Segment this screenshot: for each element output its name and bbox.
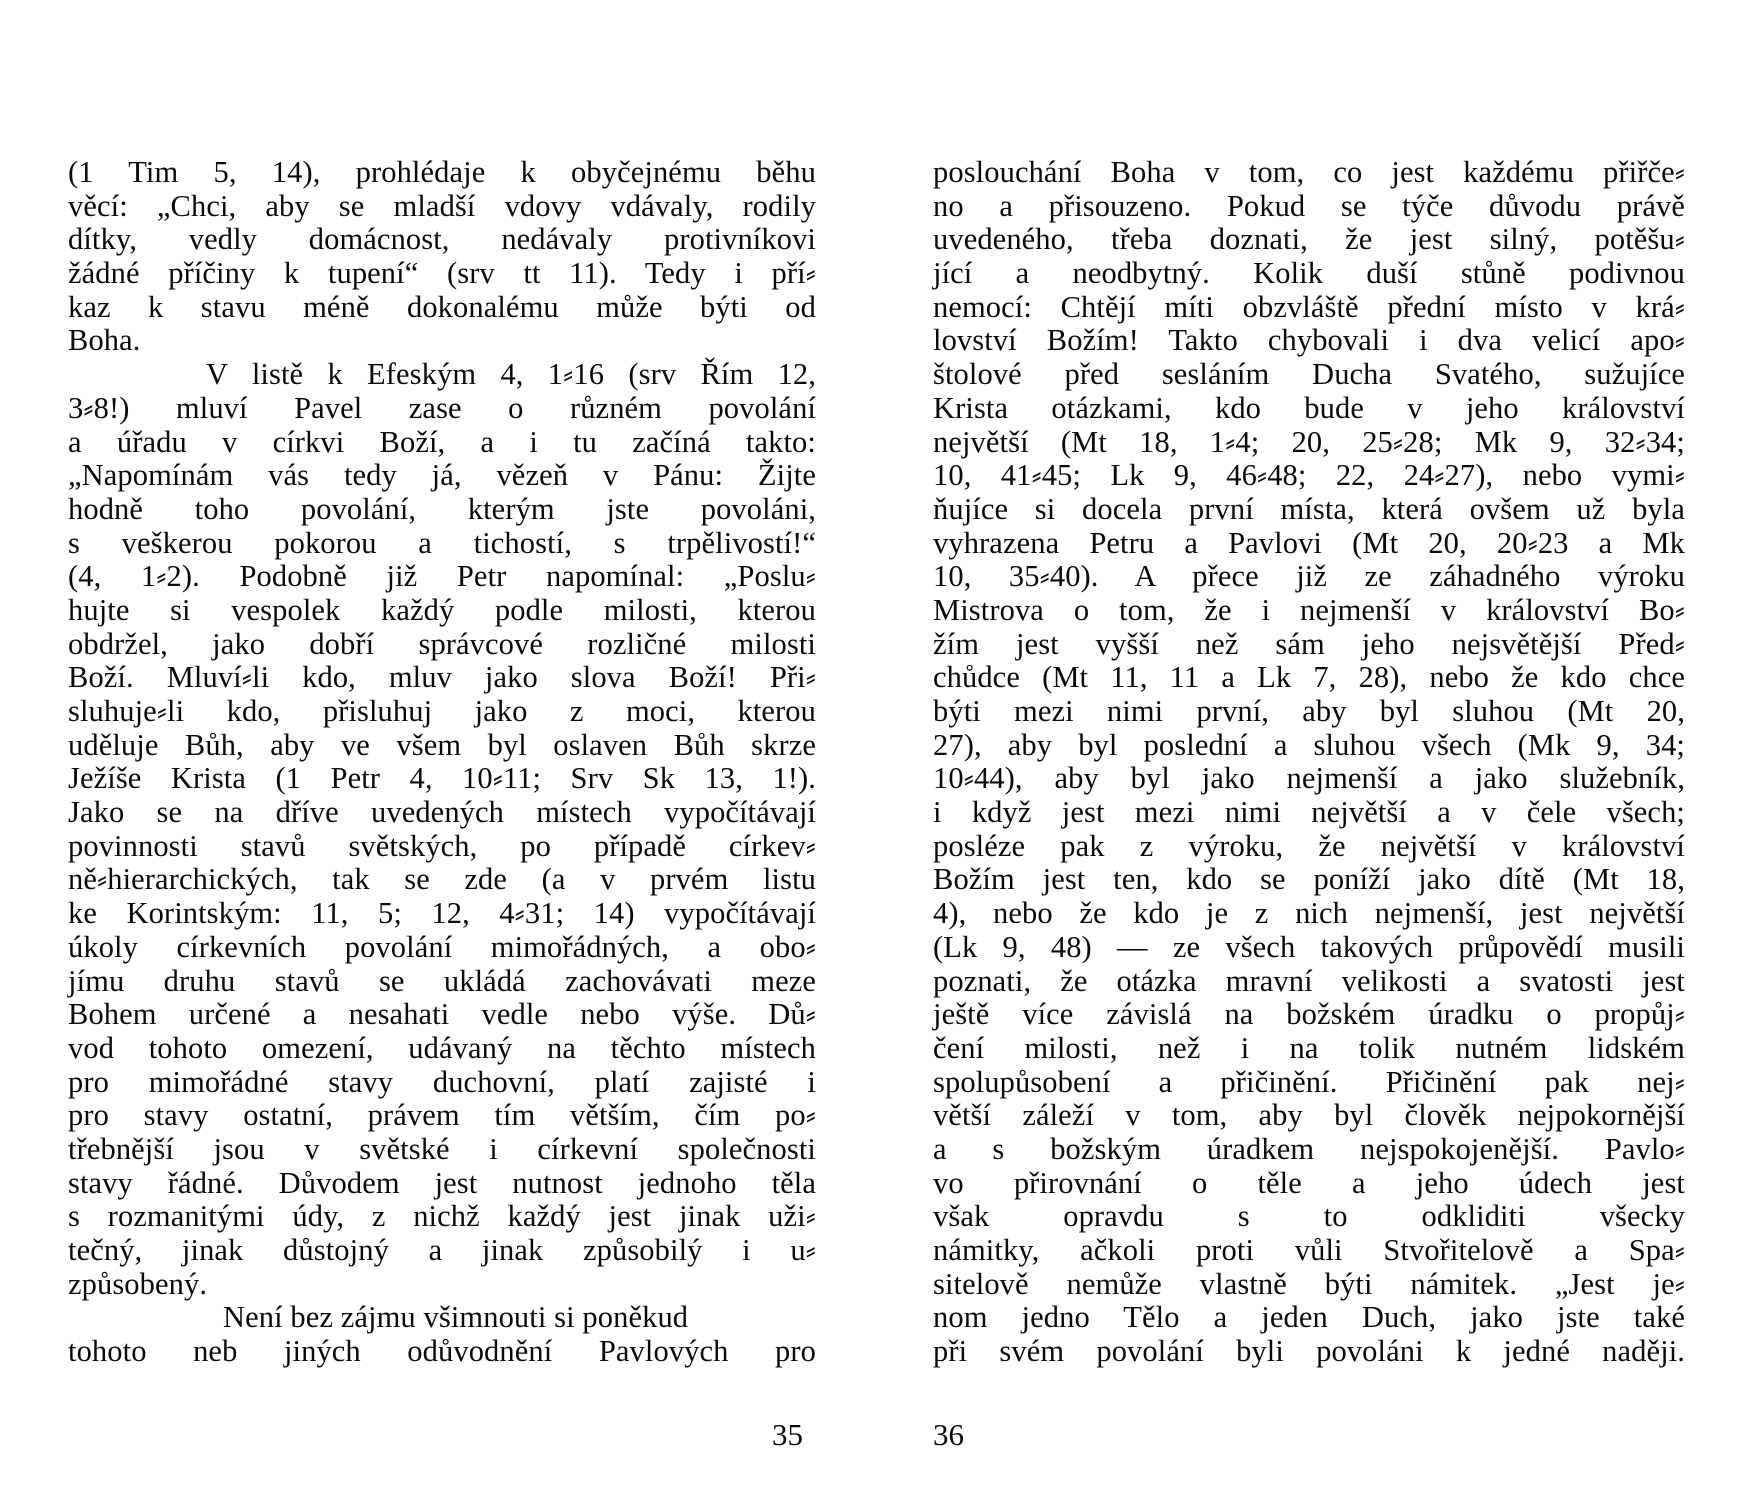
text-line: ňujíce si docela první místa, která ovšem už byla <box>933 491 1685 526</box>
text-line: větší záleží v tom, aby byl člověk nejpokornější <box>933 1098 1685 1133</box>
text-line: nom jedno Tělo a jeden Duch, jako jste také <box>933 1300 1685 1335</box>
text-line: stavy řádné. Důvodem jest nutnost jednoho těla <box>68 1165 816 1200</box>
text-line: největší (Mt 18, 1⸗4; 20, 25⸗28; Mk 9, 32⸗34; <box>933 424 1685 459</box>
left-page-text-column <box>68 156 816 1369</box>
text-line: žádné příčiny k tupení“ (srv tt 11). Tedy i pří⸗ <box>68 256 816 291</box>
text-line: 10⸗44), aby byl jako nejmenší a jako služebník, <box>933 761 1685 796</box>
text-line: Božím jest ten, kdo se poníží jako dítě (Mt 18, <box>933 862 1685 897</box>
text-line: čení milosti, než i na tolik nutném lidském <box>933 1030 1685 1065</box>
text-line: poznati, že otázka mravní velikosti a svatosti jest <box>933 963 1685 998</box>
text-line: poslouchání Boha v tom, co jest každému přiřče⸗ <box>933 155 1685 189</box>
text-line: však opravdu s to odkliditi všecky <box>933 1199 1685 1234</box>
text-line: (4, 1⸗2). Podobně již Petr napomínal: „Poslu⸗ <box>68 559 816 594</box>
text-line: 10, 35⸗40). A přece již ze záhadného výroku <box>933 559 1685 594</box>
text-line: hodně toho povolání, kterým jste povoláni, <box>68 491 816 526</box>
text-line: Není bez zájmu všimnouti si poněkud <box>223 1300 689 1335</box>
text-line: vyhrazena Petru a Pavlovi (Mt 20, 20⸗23 a Mk <box>933 525 1685 560</box>
text-line: nemocí: Chtějí míti obzvláště přední místo v krá⸗ <box>933 289 1685 324</box>
text-line: Ježíše Krista (1 Petr 4, 10⸗11; Srv Sk 13, 1!). <box>68 761 816 796</box>
text-line: žím jest vyšší než sám jeho nejsvětější Před⸗ <box>933 626 1685 661</box>
text-line: 27), aby byl poslední a sluhou všech (Mk 9, 34; <box>933 727 1685 762</box>
text-line: Boží. Mluví⸗li kdo, mluv jako slova Boží! Při⸗ <box>68 660 816 695</box>
text-line: pro mimořádné stavy duchovní, platí zajisté i <box>68 1064 816 1099</box>
text-line: jící a neodbytný. Kolik duší stůně podivnou <box>933 256 1685 291</box>
text-line: třebnější jsou v světské i církevní společnosti <box>68 1131 816 1166</box>
right-page-text-column <box>933 156 1685 1369</box>
text-line: lovství Božím! Takto chybovali i dva velicí apo⸗ <box>933 323 1685 358</box>
text-line: pro stavy ostatní, právem tím větším, čím po⸗ <box>68 1098 816 1133</box>
text-line: tohoto neb jiných odůvodnění Pavlových pro <box>68 1334 816 1369</box>
text-line: uvedeného, třeba doznati, že jest silný, potěšu⸗ <box>933 222 1685 257</box>
text-line: no a přisouzeno. Pokud se týče důvodu právě <box>933 188 1685 223</box>
text-line: vod tohoto omezení, udávaný na těchto místech <box>68 1030 816 1065</box>
text-line: s veškerou pokorou a tichostí, s trpělivostí!“ <box>68 525 816 560</box>
text-line: vo přirovnání o těle a jeho údech jest <box>933 1165 1685 1200</box>
text-line: posléze pak z výroku, že největší v království <box>933 828 1685 863</box>
text-line: ještě více závislá na božském úradku o propůj⸗ <box>933 997 1685 1032</box>
text-line: uděluje Bůh, aby ve všem byl oslaven Bůh skrze <box>68 727 816 762</box>
text-line: Bohem určené a nesahati vedle nebo výše. Dů⸗ <box>68 997 816 1032</box>
text-line: Mistrova o tom, že i nejmenší v království Bo⸗ <box>933 592 1685 627</box>
text-line: úkoly církevních povolání mimořádných, a obo⸗ <box>68 929 816 964</box>
text-line: 4), nebo že kdo je z nich nejmenší, jest největší <box>933 896 1685 931</box>
text-line: býti mezi nimi první, aby byl sluhou (Mt 20, <box>933 694 1685 728</box>
text-line: při svém povolání byli povoláni k jedné naději. <box>933 1334 1685 1369</box>
text-line: ke Korintským: 11, 5; 12, 4⸗31; 14) vypočítávají <box>68 896 816 931</box>
text-line: námitky, ačkoli proti vůli Stvořitelově a Spa⸗ <box>933 1233 1685 1267</box>
text-line: (1 Tim 5, 14), prohlédaje k obyčejnému běhu <box>68 155 816 189</box>
page-number: 36 <box>933 1417 964 1452</box>
text-line: sluhuje⸗li kdo, přisluhuj jako z moci, kterou <box>68 694 816 728</box>
text-line: spolupůsobení a přičinění. Přičinění pak nej⸗ <box>933 1064 1685 1099</box>
right-page <box>871 0 1742 1500</box>
text-line: povinnosti stavů světských, po případě církev⸗ <box>68 828 816 863</box>
text-line: ně⸗hierarchických, tak se zde (a v prvém listu <box>68 862 816 897</box>
text-line: s rozmanitými údy, z nichž každý jest jinak uži⸗ <box>68 1199 816 1234</box>
text-line: i když jest mezi nimi největší a v čele všech; <box>933 795 1685 830</box>
text-line: Jako se na dříve uvedených místech vypočítávají <box>68 795 816 830</box>
text-line: 10, 41⸗45; Lk 9, 46⸗48; 22, 24⸗27), nebo vymi⸗ <box>933 458 1685 493</box>
text-line: a úřadu v církvi Boží, a i tu začíná takto: <box>68 424 816 459</box>
text-line: sitelově nemůže vlastně býti námitek. „Jest je⸗ <box>933 1266 1685 1301</box>
text-line: tečný, jinak důstojný a jinak způsobilý i u⸗ <box>68 1233 816 1267</box>
text-line: „Napomínám vás tedy já, vězeň v Pánu: Žijte <box>68 458 816 493</box>
text-line: Boha. <box>68 323 141 358</box>
text-line: způsobený. <box>68 1266 208 1301</box>
text-line: (Lk 9, 48) — ze všech takových průpovědí musili <box>933 929 1685 964</box>
text-line: V listě k Efeským 4, 1⸗16 (srv Řím 12, <box>206 357 816 392</box>
page-number: 35 <box>772 1417 803 1452</box>
text-line: štolové před sesláním Ducha Svatého, sužujíce <box>933 357 1685 392</box>
text-line: věcí: „Chci, aby se mladší vdovy vdávaly, rodily <box>68 188 816 223</box>
text-line: a s božským úradkem nejspokojenější. Pavlo⸗ <box>933 1131 1685 1166</box>
text-line: Krista otázkami, kdo bude v jeho království <box>933 390 1685 425</box>
text-line: obdržel, jako dobří správcové rozličné milosti <box>68 626 816 661</box>
text-line: 3⸗8!) mluví Pavel zase o různém povolání <box>68 390 816 425</box>
text-line: kaz k stavu méně dokonalému může býti od <box>68 289 816 324</box>
text-line: chůdce (Mt 11, 11 a Lk 7, 28), nebo že kdo chce <box>933 660 1685 695</box>
text-line: dítky, vedly domácnost, nedávaly protivníkovi <box>68 222 816 257</box>
text-line: hujte si vespolek každý podle milosti, kterou <box>68 592 816 627</box>
text-line: jímu druhu stavů se ukládá zachovávati meze <box>68 963 816 998</box>
